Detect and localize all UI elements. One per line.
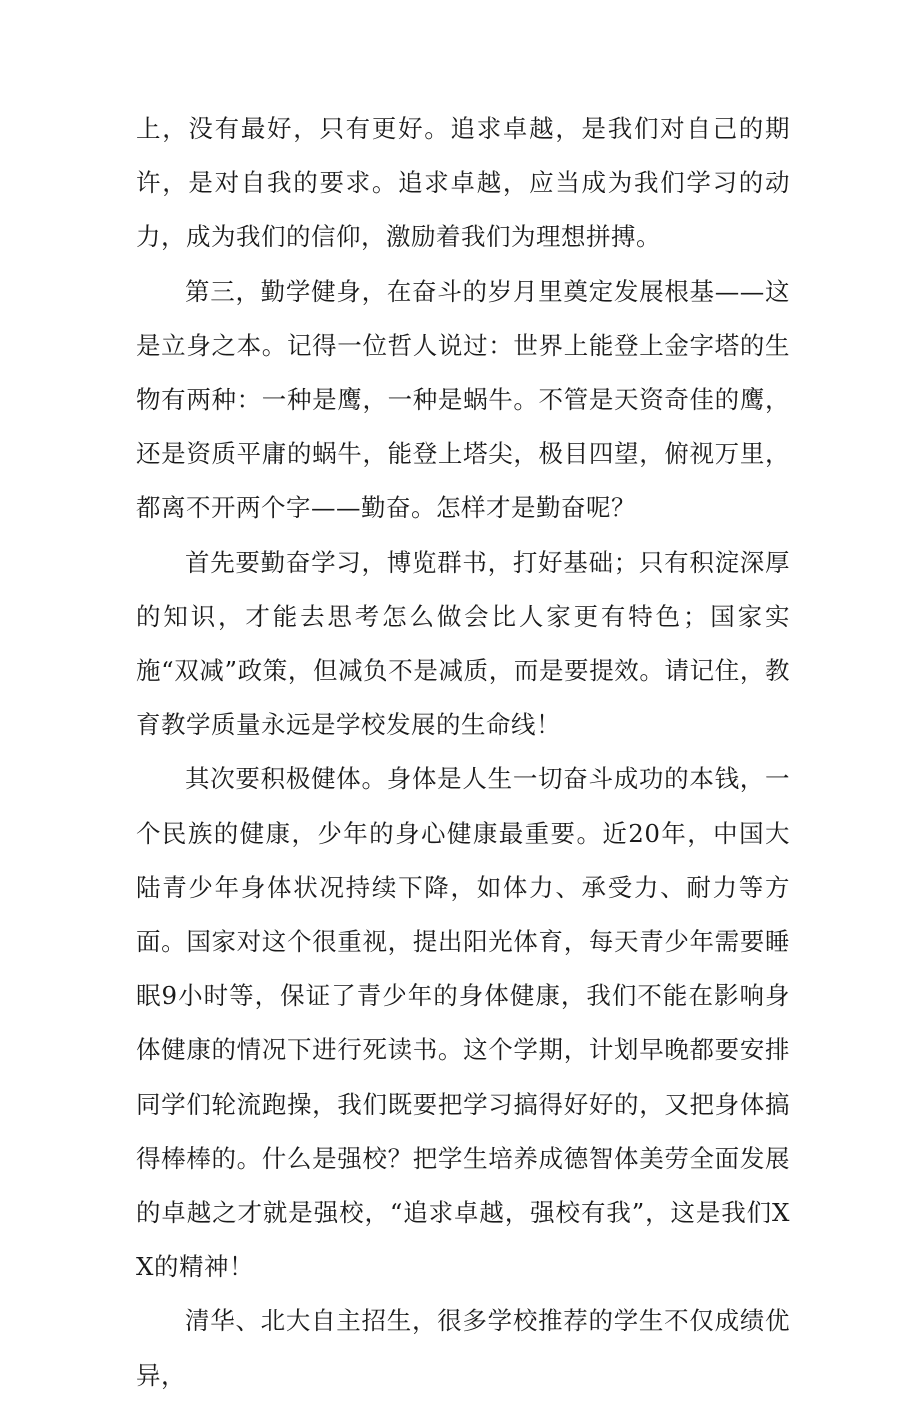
- paragraph-admissions: 清华、北大自主招生，很多学校推荐的学生不仅成绩优异，: [136, 1306, 790, 1390]
- document-page: [136, 102, 790, 1403]
- paragraph-continuation: 上，没有最好，只有更好。追求卓越，是我们对自己的期许，是对自我的要求。追求卓越，应当成为我们学习的动力，成为我们的信仰，激励着我们为理想拼搏。: [136, 114, 790, 252]
- paragraph-diligence: 第三，勤学健身，在奋斗的岁月里奠定发展根基——这是立身之本。记得一位哲人说过：世界上能登上金字塔的生物有两种：一种是鹰，一种是蜗牛。不管是天资奇佳的鹰，还是资质平庸的蜗牛，能登上塔尖，极目四望，俯视万里，都离不开两个字——勤奋。怎样才是勤奋呢？: [136, 276, 790, 523]
- paragraph-study: 首先要勤奋学习，博览群书，打好基础；只有积淀深厚的知识，才能去思考怎么做会比人家更有特色；国家实施“双减”政策，但减负不是减质，而是要提效。请记住，教育教学质量永远是学校发展的生命线！: [136, 547, 790, 740]
- paragraph-fitness: 其次要积极健体。身体是人生一切奋斗成功的本钱，一个民族的健康，少年的身心健康最重要。近20年，中国大陆青少年身体状况持续下降，如体力、承受力、耐力等方面。国家对这个很重视，提出阳光体育，每天青少年需要睡眠9小时等，保证了青少年的身体健康，我们不能在影响身体健康的情况下进行死读书。这个学期，计划早晚都要安排同学们轮流跑操，我们既要把学习搞得好好的，又把身体搞得棒棒的。什么是强校？把学生培养成德智体美劳全面发展的卓越之才就是强校，“追求卓越，强校有我”，这是我们XX的精神！: [136, 764, 790, 1282]
